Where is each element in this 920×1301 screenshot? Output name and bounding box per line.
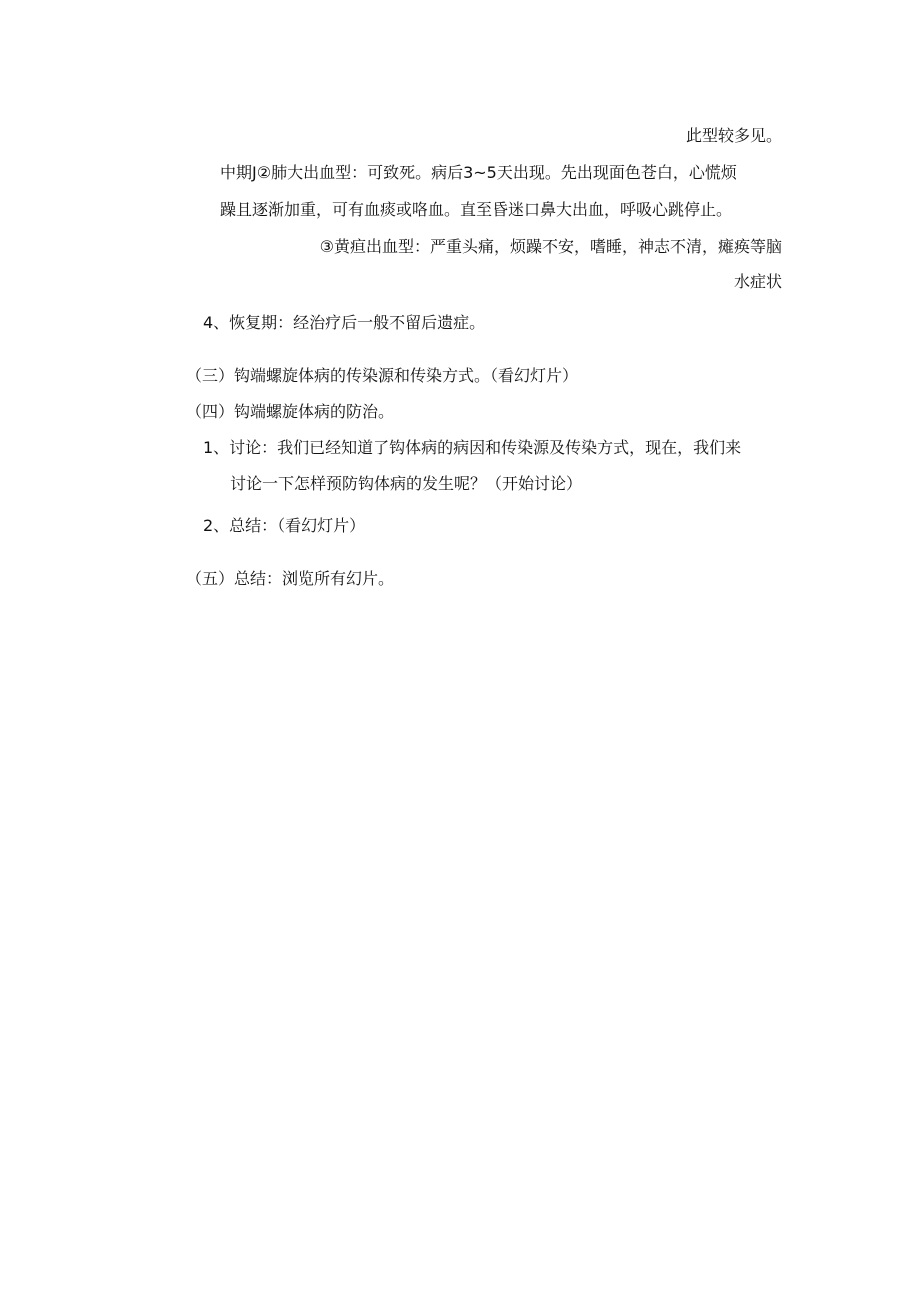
text-line-12: （五）总结：浏览所有幻片。: [186, 569, 395, 588]
text-line-7: （三）钩端螺旋体病的传染源和传染方式。（看幻灯片）: [186, 366, 579, 385]
text-line-6: 4、恢复期：经治疗后一般不留后遗症。: [203, 313, 486, 332]
text-line-8: （四）钩端螺旋体病的防治。: [186, 402, 395, 421]
text-line-2: 中期J②肺大出血型：可致死。病后3~5天出现。先出现面色苍白，心慌烦: [220, 163, 737, 182]
text-line-5: 水症状: [733, 272, 782, 291]
text-line-3: 躁且逐渐加重，可有血痰或咯血。直至昏迷口鼻大出血，呼吸心跳停止。: [220, 200, 733, 219]
text-line-4: ③黄疸出血型：严重头痛，烦躁不安，嗜睡，神志不清，瘫痪等脑: [319, 237, 782, 256]
text-line-1: 此型较多见。: [685, 126, 782, 145]
text-line-10: 讨论一下怎样预防钩体病的发生呢？（开始讨论）: [230, 474, 583, 493]
text-line-9: 1、讨论：我们已经知道了钩体病的病因和传染源及传染方式，现在，我们来: [203, 438, 742, 457]
text-line-11: 2、总结：（看幻灯片）: [203, 516, 366, 535]
